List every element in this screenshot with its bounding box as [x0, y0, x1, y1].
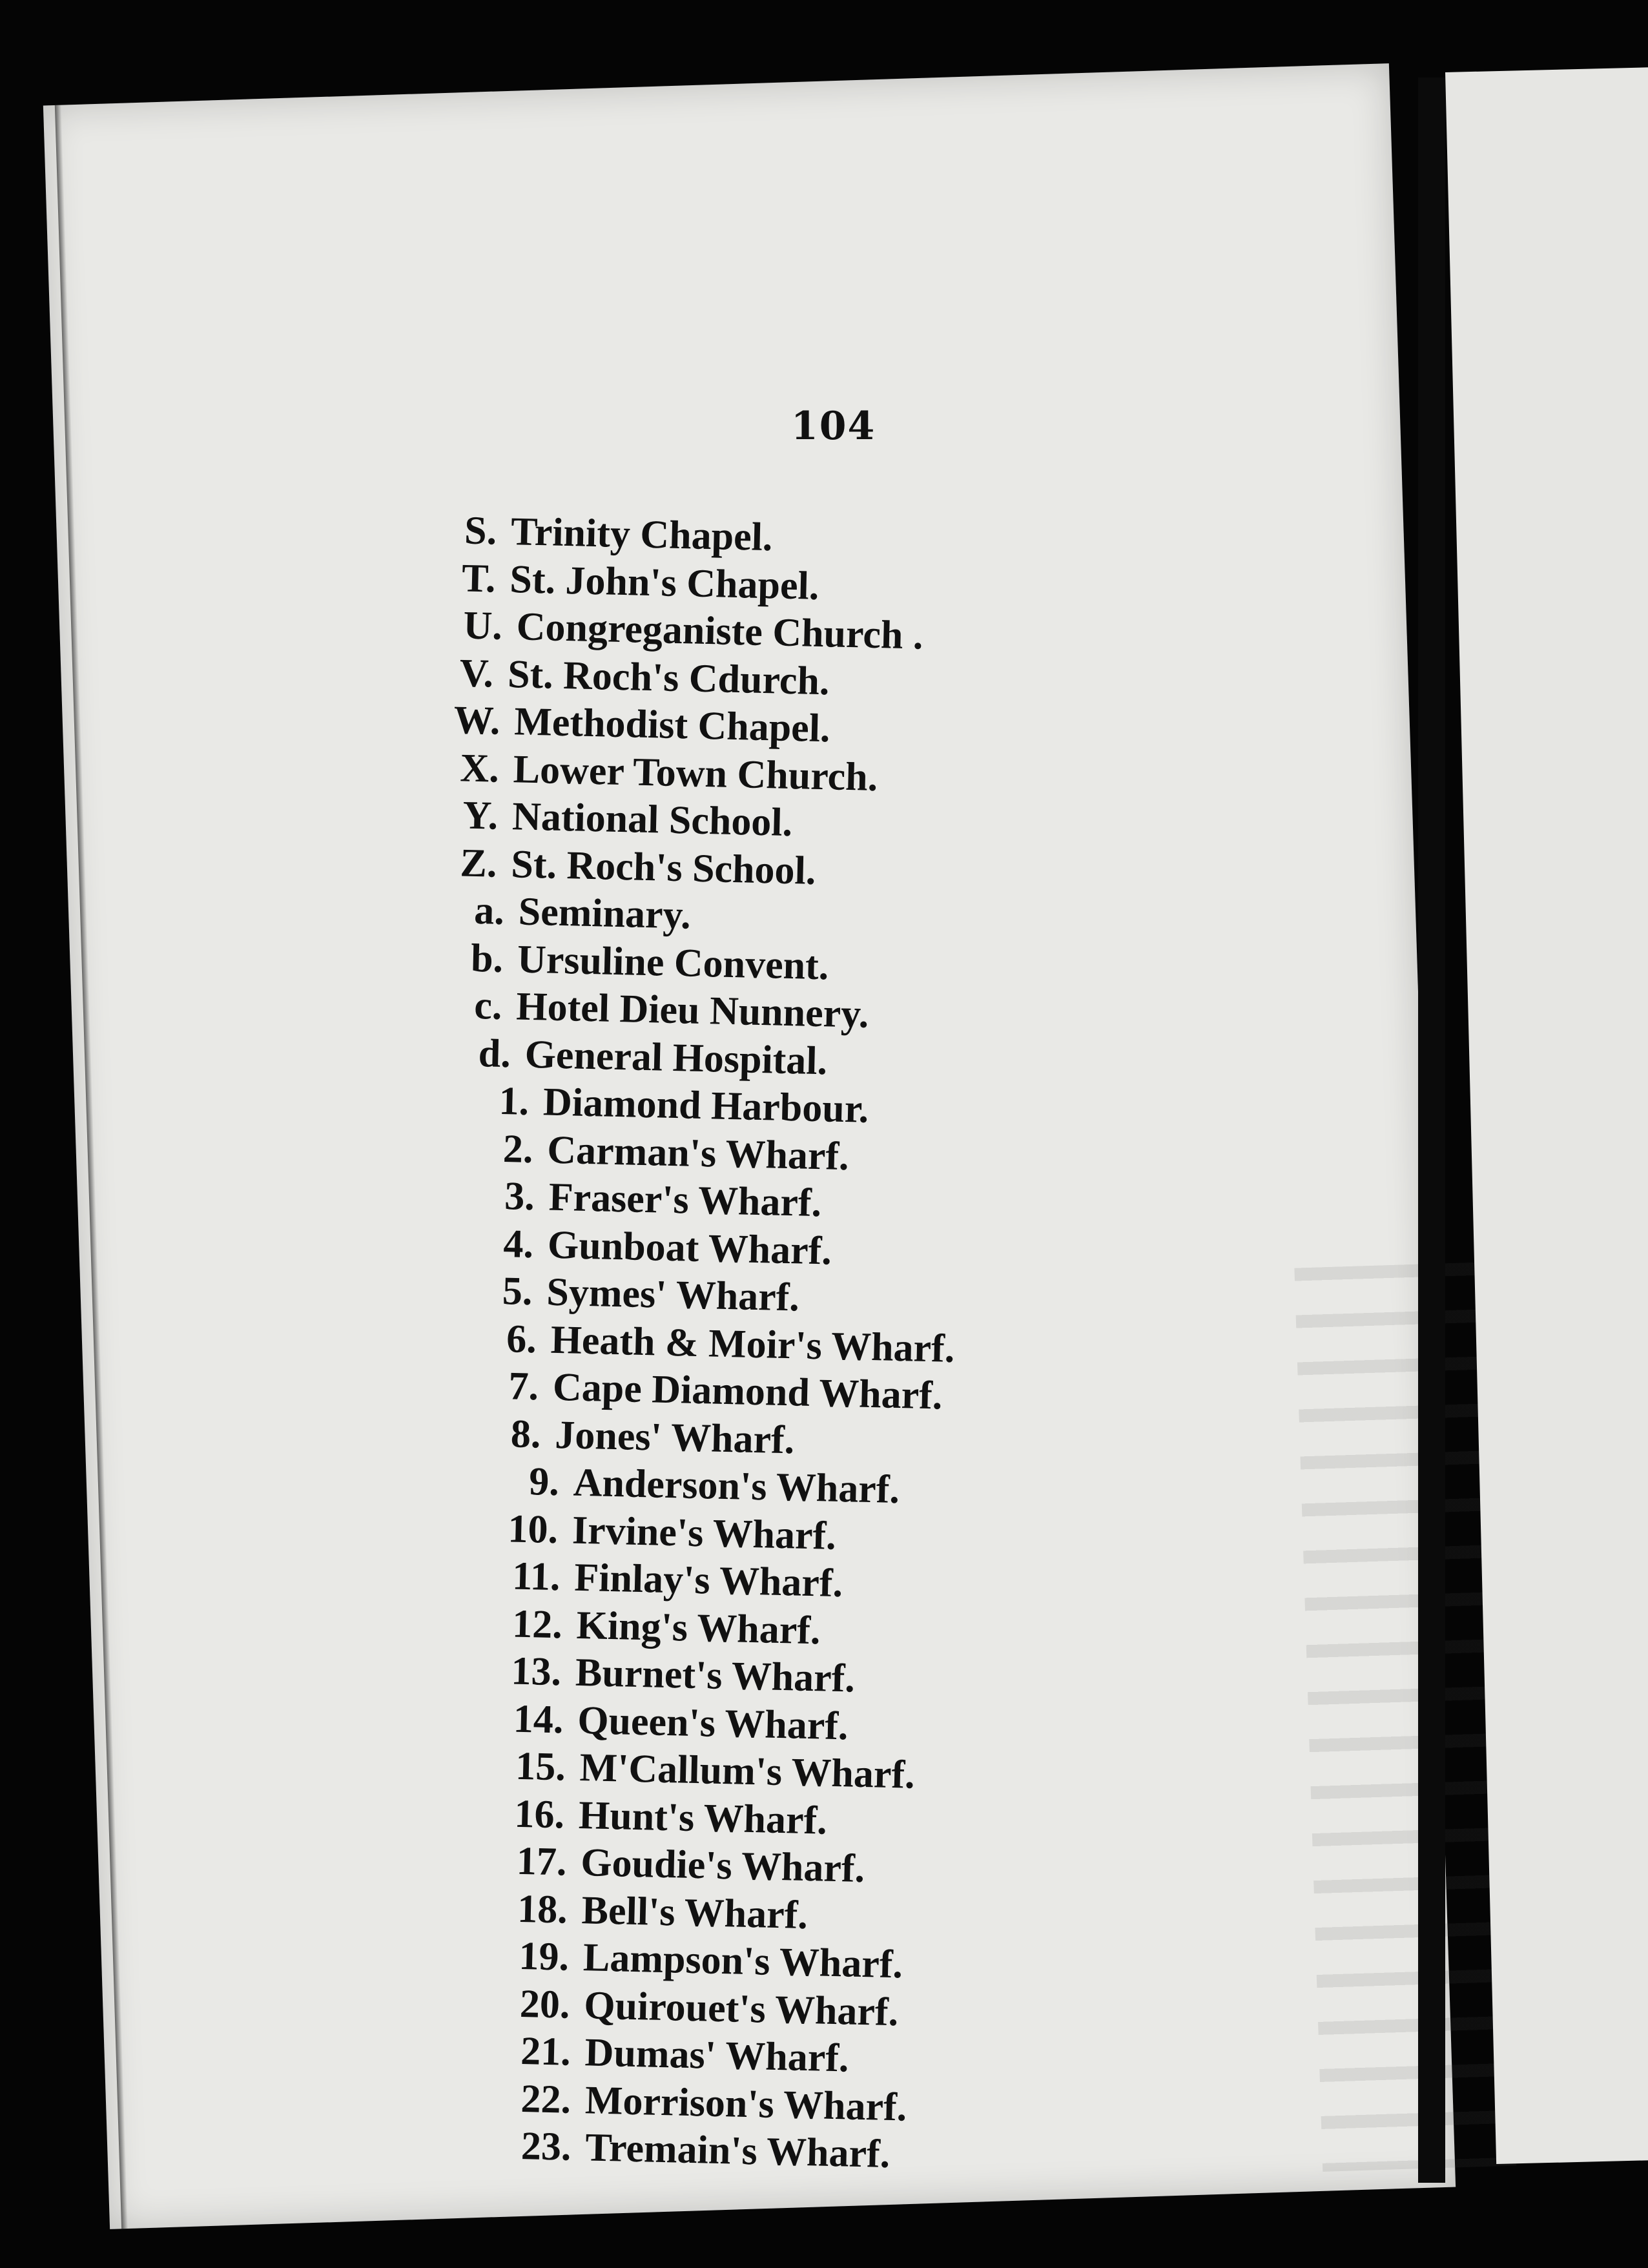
entry-key: 5.: [502, 1269, 533, 1314]
entry-name: Lower Town Church.: [513, 747, 878, 799]
entry-name: Cape Diamond Wharf.: [552, 1365, 943, 1418]
entry-key: d.: [478, 1031, 511, 1076]
entry-name: Lampson's Wharf.: [582, 1935, 903, 1987]
entry-key: 11.: [511, 1554, 561, 1600]
entry-name: Congreganiste Church .: [516, 604, 924, 658]
entry-name: Carman's Wharf.: [546, 1128, 850, 1179]
entry-name: King's Wharf.: [575, 1603, 821, 1653]
entry-key: 8.: [510, 1411, 542, 1456]
entry-key: c.: [473, 983, 503, 1028]
entry-key: 16.: [513, 1791, 565, 1837]
entry-name: Queen's Wharf.: [577, 1698, 849, 1748]
entry-key: 18.: [517, 1886, 568, 1932]
entry-key: 6.: [506, 1316, 537, 1361]
entry-key: 19.: [518, 1933, 570, 1979]
entry-name: St. John's Chapel.: [509, 557, 820, 608]
entry-name: Anderson's Wharf.: [573, 1460, 900, 1512]
entry-key: 9.: [528, 1459, 560, 1505]
entry-key: 23.: [520, 2124, 572, 2169]
entry-name: Quirouet's Wharf.: [583, 1983, 899, 2034]
entry-key: 2.: [502, 1126, 534, 1171]
entry-name: Heath & Moir's Wharf.: [550, 1317, 956, 1371]
entry-name: Trinity Chapel.: [510, 510, 774, 560]
entry-name: Diamond Harbour.: [542, 1080, 869, 1131]
book-gutter: [1418, 77, 1445, 2183]
entry-key: Y.: [462, 793, 499, 838]
entry-key: X.: [459, 745, 500, 791]
entry-key: 7.: [508, 1364, 539, 1409]
entry-key: 17.: [516, 1839, 568, 1884]
entry-name: Hunt's Wharf.: [578, 1793, 828, 1843]
page-number: 104: [791, 404, 876, 449]
entry-name: Finlay's Wharf.: [573, 1555, 843, 1606]
entry-name: Symes' Wharf.: [546, 1270, 800, 1320]
entry-name: Morrison's Wharf.: [584, 2077, 908, 2130]
entry-name: Ursuline Convent.: [517, 936, 830, 988]
entry-key: 10.: [507, 1506, 559, 1552]
entry-name: Tremain's Wharf.: [584, 2125, 891, 2177]
entry-name: Irvine's Wharf.: [572, 1508, 837, 1558]
entry-name: Bell's Wharf.: [581, 1888, 809, 1937]
entry-name: Fraser's Wharf.: [548, 1175, 822, 1226]
entry-key: Z.: [459, 840, 498, 886]
entry-key: 4.: [502, 1221, 534, 1266]
entry-name: M'Callum's Wharf.: [579, 1745, 916, 1797]
entry-key: V.: [459, 650, 494, 696]
entry-name: Burnet's Wharf.: [575, 1650, 856, 1701]
entry-key: W.: [453, 698, 501, 743]
entry-name: Goudie's Wharf.: [580, 1840, 865, 1892]
entry-key: S.: [464, 508, 497, 553]
entry-name: Seminary.: [518, 889, 692, 938]
entry-name: St. Roch's Cdurch.: [507, 652, 830, 703]
entry-name: Gunboat Wharf.: [547, 1222, 832, 1273]
entry-key: 13.: [510, 1649, 562, 1695]
entry-key: 22.: [520, 2076, 572, 2122]
entry-key: 12.: [511, 1602, 563, 1647]
entry-key: U.: [462, 603, 503, 648]
entry-name: St. Roch's School.: [510, 841, 817, 893]
entry-key: b.: [470, 936, 504, 981]
entry-key: 1.: [498, 1078, 530, 1124]
entry-name: National School.: [511, 794, 793, 845]
entry-key: 14.: [513, 1696, 564, 1742]
entry-name: Hotel Dieu Nunnery.: [515, 984, 870, 1036]
entry-key: 21.: [520, 2029, 572, 2074]
entry-key: a.: [473, 888, 505, 933]
entry-name: Dumas' Wharf.: [584, 2030, 850, 2081]
entry-key: 15.: [515, 1744, 566, 1789]
entry-name: Jones' Wharf.: [554, 1412, 796, 1462]
entry-key: 3.: [504, 1174, 535, 1219]
entry-key: 20.: [519, 1981, 571, 2027]
entry-name: Methodist Chapel.: [513, 699, 831, 751]
entry-name: General Hospital.: [524, 1032, 828, 1083]
entry-key: T.: [461, 555, 497, 601]
